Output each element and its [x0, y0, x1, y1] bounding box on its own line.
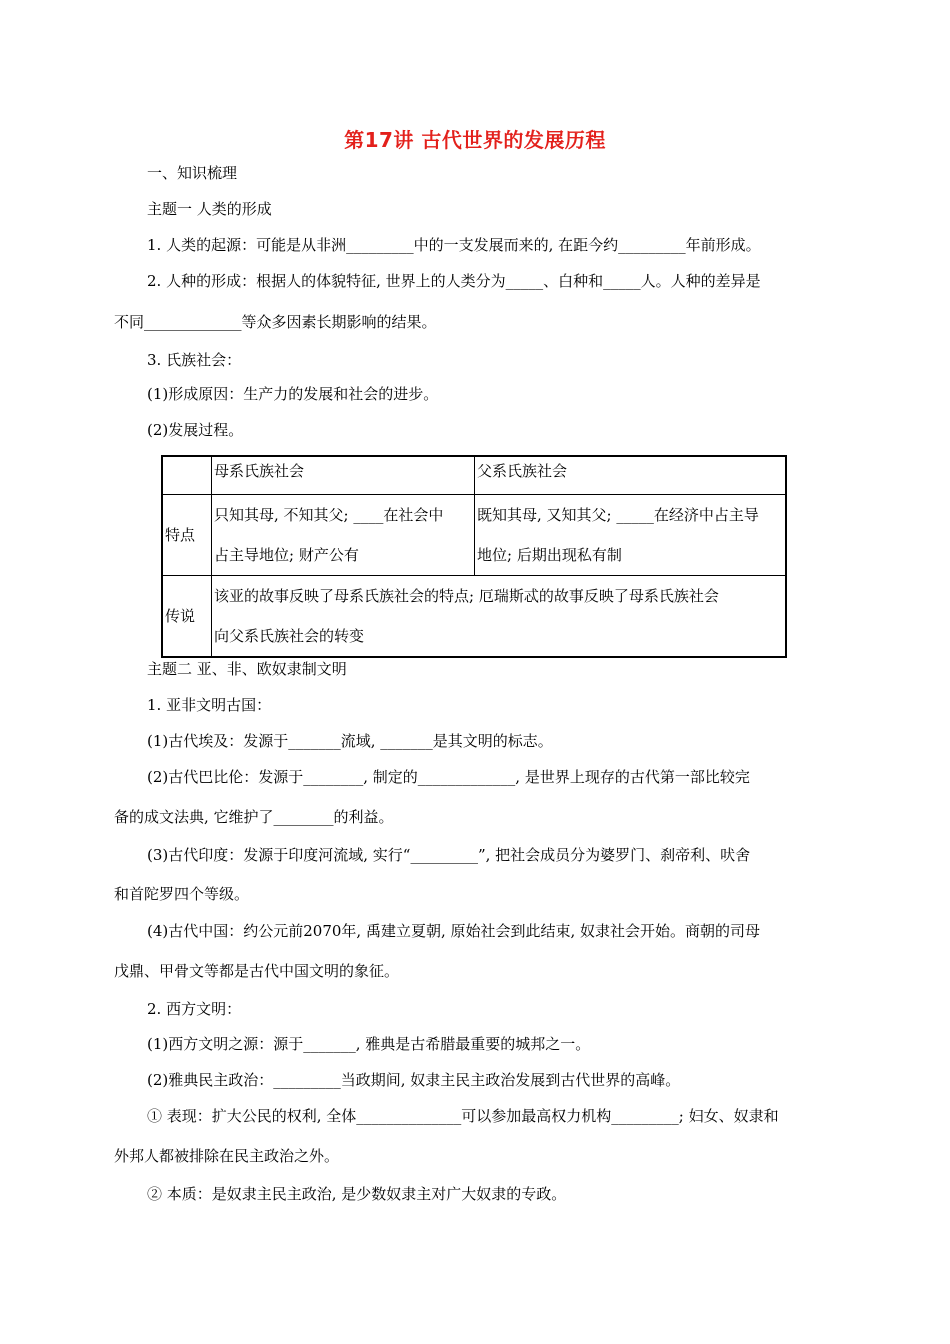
paragraph: (1)形成原因：生产力的发展和社会的进步。 [147, 385, 439, 403]
page-title: 第17讲 古代世界的发展历程 [344, 128, 606, 152]
paragraph: 1. 亚非文明古国： [147, 696, 272, 714]
cell-text: 只知其母, 不知其父; ____在社会中 [214, 505, 444, 524]
paragraph: 3. 氏族社会： [147, 351, 242, 369]
table-cell [162, 456, 212, 494]
paragraph: ② 本质：是奴隶主民主政治, 是少数奴隶主对广大奴隶的专政。 [147, 1185, 567, 1203]
paragraph: (2)发展过程。 [147, 421, 244, 439]
table-header-cell: 父系氏族社会 [475, 456, 787, 494]
cell-text: 地位; 后期出现私有制 [477, 545, 622, 564]
paragraph: (4)古代中国：约公元前2070年, 禹建立夏朝, 原始社会到此结束, 奴隶社会开始。商朝的司母 [147, 922, 761, 940]
table-row [162, 494, 786, 575]
paragraph: 不同_____________等众多因素长期影响的结果。 [114, 313, 437, 331]
topic-heading: 主题二 亚、非、欧奴隶制文明 [147, 660, 347, 678]
table-row [162, 575, 786, 657]
paragraph: 戊鼎、甲骨文等都是古代中国文明的象征。 [114, 962, 400, 980]
paragraph: 2. 西方文明： [147, 1000, 242, 1018]
paragraph: 备的成文法典, 它维护了________的利益。 [114, 808, 394, 826]
row-label-features: 特点 [162, 494, 212, 575]
paragraph: (2)雅典民主政治：_________当政期间, 奴隶主民主政治发展到古代世界的高峰。 [147, 1071, 681, 1089]
paragraph: ① 表现：扩大公民的权利, 全体______________可以参加最高权力机构_________; 妇女、奴隶和 [147, 1107, 779, 1125]
table-cell [212, 575, 787, 657]
paragraph: 和首陀罗四个等级。 [114, 885, 250, 903]
paragraph: 2. 人种的形成：根据人的体貌特征, 世界上的人类分为_____、白种和_____人。人种的差异是 [147, 272, 761, 290]
paragraph: 1. 人类的起源：可能是从非洲_________中的一支发展而来的, 在距今约_________年前形成。 [147, 236, 761, 254]
table-cell [212, 494, 475, 575]
cell-text: 既知其母, 又知其父; _____在经济中占主导 [477, 505, 759, 524]
cell-text: 向父系氏族社会的转变 [214, 626, 365, 645]
cell-text: 占主导地位; 财产公有 [214, 545, 359, 564]
paragraph: (1)西方文明之源：源于_______, 雅典是古希腊最重要的城邦之一。 [147, 1035, 591, 1053]
paragraph: 外邦人都被排除在民主政治之外。 [114, 1147, 340, 1165]
topic-heading: 主题一 人类的形成 [147, 200, 272, 218]
table-cell [475, 494, 787, 575]
clan-society-table [161, 455, 787, 658]
table-header-cell: 母系氏族社会 [212, 456, 475, 494]
cell-text: 该亚的故事反映了母系氏族社会的特点; 厄瑞斯忒的故事反映了母系氏族社会 [214, 586, 719, 605]
paragraph: (3)古代印度：发源于印度河流域, 实行“_________”, 把社会成员分为婆罗门、刹帝利、吠舍 [147, 846, 751, 864]
section-heading: 一、知识梳理 [147, 164, 238, 182]
table-row [162, 456, 786, 494]
paragraph: (1)古代埃及：发源于_______流域, _______是其文明的标志。 [147, 732, 553, 750]
paragraph: (2)古代巴比伦：发源于________, 制定的_____________, 是世界上现存的古代第一部比较完 [147, 768, 750, 786]
row-label-legend: 传说 [162, 575, 212, 657]
